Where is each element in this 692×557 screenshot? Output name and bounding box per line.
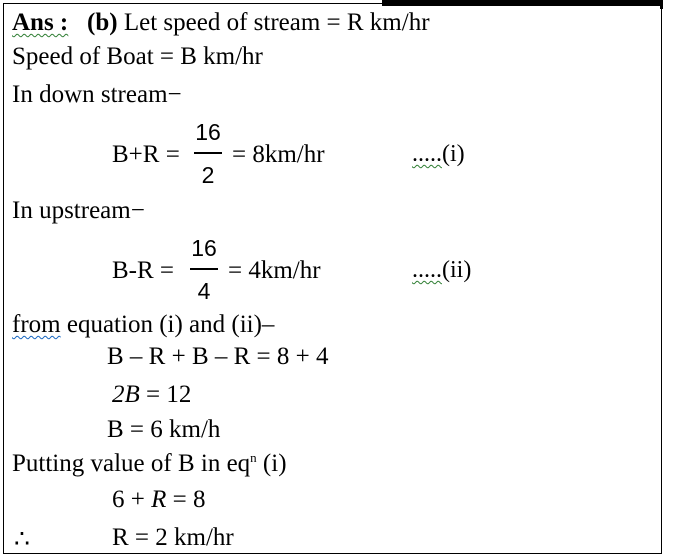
ans-label: Ans :: [12, 9, 69, 36]
stream-speed-text: Let speed of stream = R km/hr: [123, 9, 430, 36]
two-b-rest: = 12: [139, 381, 192, 408]
eq2-fraction-bar: [190, 268, 218, 270]
eq1-fraction-bar: [194, 152, 222, 154]
boat-speed-line: Speed of Boat = B km/hr: [12, 43, 263, 70]
answer-header: [12, 10, 430, 35]
downstream-heading: In down stream−: [12, 81, 182, 108]
from-equation-rest: equation (i) and (ii)–: [60, 311, 275, 338]
eq1-dots: .....: [412, 141, 442, 167]
putting-value-line: [12, 451, 287, 476]
from-word: from: [12, 311, 61, 338]
putting-text: Putting value of B in eq: [12, 450, 251, 477]
eq1-label: (i): [442, 141, 465, 167]
eq2-numerator: 16: [191, 235, 217, 261]
eq2-number: [412, 258, 471, 282]
option-label: (b): [87, 9, 118, 36]
equals-eight: = 8: [166, 486, 206, 513]
sum-equation: B – R + B – R = 8 + 4: [107, 343, 329, 370]
eq2-label: (ii): [442, 257, 472, 283]
six-plus-r-equation: [112, 487, 206, 512]
eq2-denominator: 4: [197, 278, 211, 304]
eq1-lhs: B+R =: [112, 141, 180, 168]
r-variable: R: [151, 486, 167, 513]
eq1-numerator: 16: [195, 119, 221, 145]
putting-eq-ref: (i): [256, 450, 287, 477]
eq2-lhs: B-R =: [112, 257, 175, 284]
six-plus: 6 +: [112, 486, 152, 513]
upstream-heading: In upstream−: [12, 197, 145, 224]
eq1-rhs: = 8km/hr: [232, 141, 325, 168]
two-b-term: 2B: [112, 381, 140, 408]
therefore-symbol: ∴: [14, 526, 30, 553]
putting-superscript: n: [250, 450, 257, 465]
from-equation-line: [12, 312, 274, 337]
two-b-equation: [112, 382, 191, 407]
eq1-denominator: 2: [201, 162, 215, 188]
eq2-rhs: = 4km/hr: [228, 257, 321, 284]
eq1-number: [412, 142, 465, 166]
r-value: R = 2 km/hr: [112, 524, 234, 551]
eq2-dots: .....: [412, 257, 442, 283]
b-value: B = 6 km/h: [107, 416, 221, 443]
